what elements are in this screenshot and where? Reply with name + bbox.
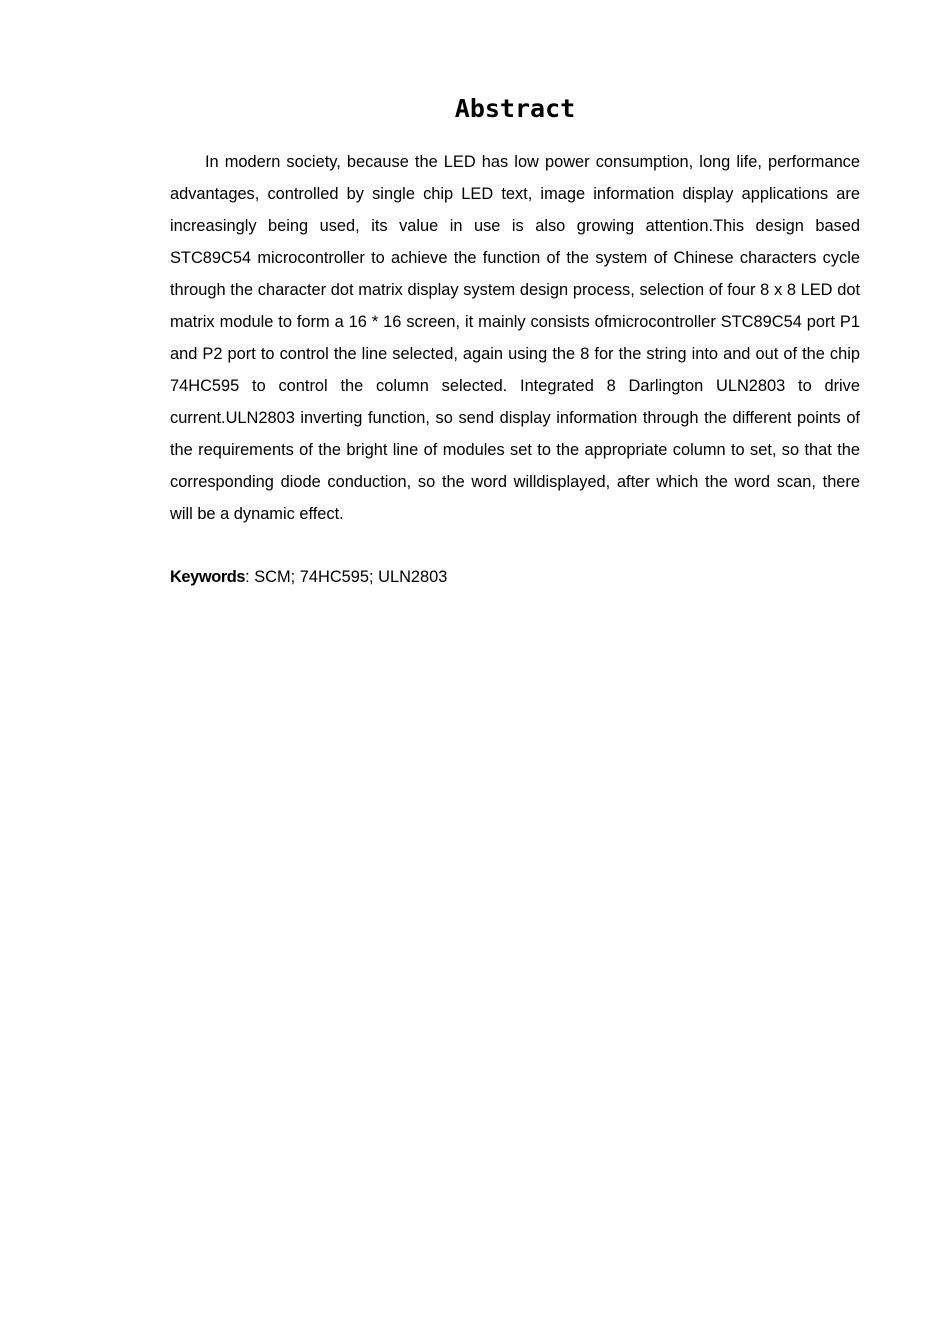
keywords-line — [170, 561, 860, 593]
abstract-body: In modern society, because the LED has low power consumption, long life, performance advantages, controlled by single chip LED text, image information display applications are increasingly being used, its value in use is also growing attention.This design based STC89C54 microcontroller to achieve the function of the system of Chinese characters cycle through the character dot matrix display system design process, selection of four 8 x 8 LED dot matrix module to form a 16 * 16 screen, it mainly consists ofmicrocontroller STC89C54 port P1 and P2 port to control the line selected, again using the 8 for the string into and out of the chip 74HC595 to control the column selected. Integrated 8 Darlington ULN2803 to drive current.ULN2803 inverting function, so send display information through the different points of the requirements of the bright line of modules set to the appropriate column to set, so that the corresponding diode conduction, so the word willdisplayed, after which the word scan, there will be a dynamic effect. — [170, 153, 860, 523]
keywords-text: : SCM; 74HC595; ULN2803 — [245, 568, 448, 586]
abstract-title: Abstract — [454, 94, 576, 123]
keywords-label: Keywords — [170, 568, 246, 586]
